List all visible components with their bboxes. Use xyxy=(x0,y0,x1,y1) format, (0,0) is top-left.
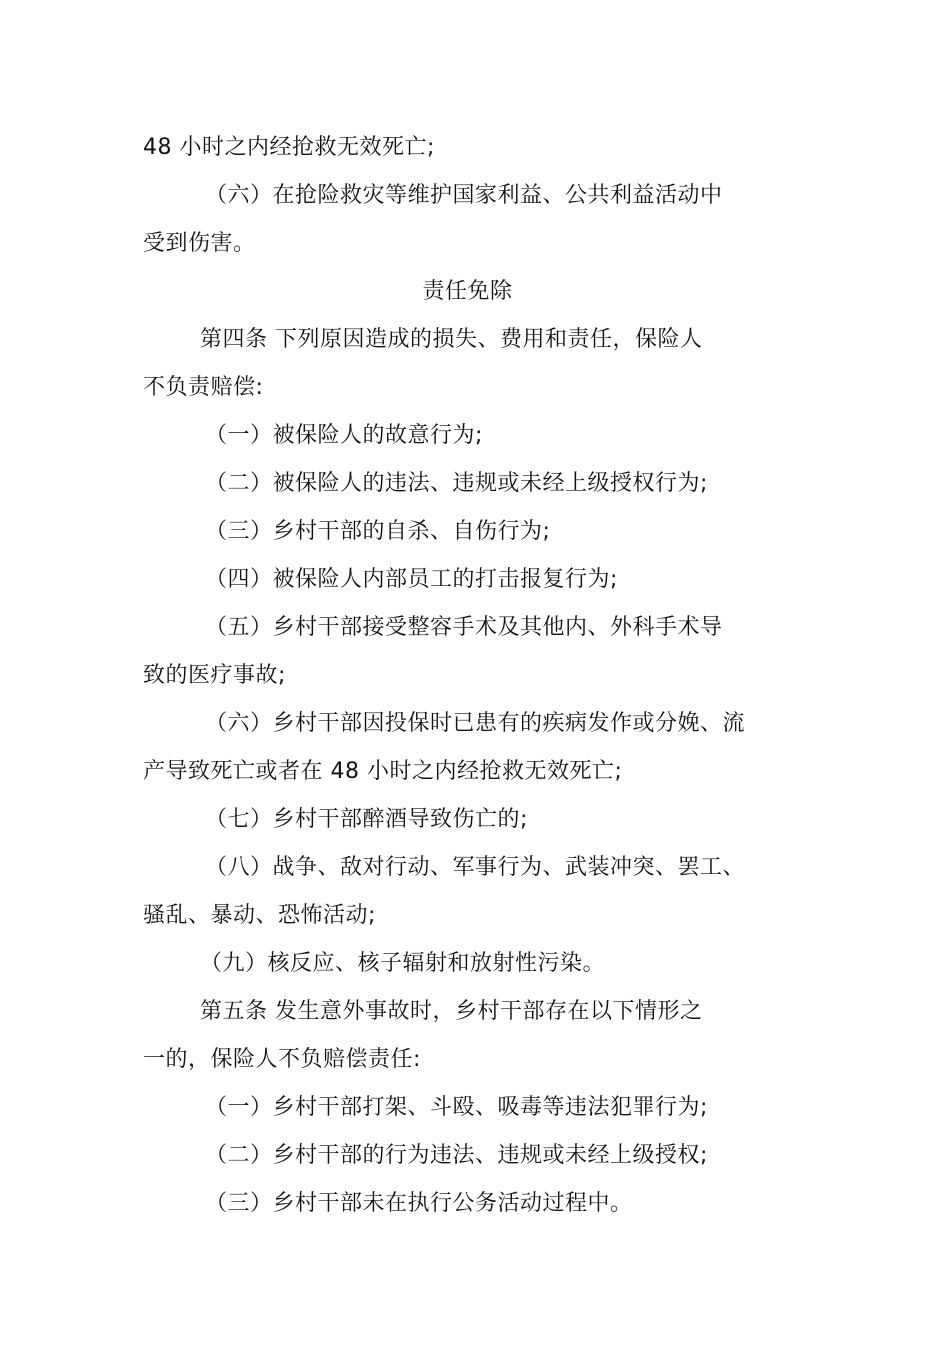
text-line: 骚乱、暴动、恐怖活动; xyxy=(143,903,376,928)
list-item: （六）乡村干部因投保时已患有的疾病发作或分娩、流 xyxy=(205,711,746,736)
text-line: 受到伤害。 xyxy=(143,231,256,256)
list-item: （七）乡村干部醉酒导致伤亡的; xyxy=(205,807,528,832)
section-heading: 责任免除 xyxy=(422,279,513,304)
list-item: （三）乡村干部的自杀、自伤行为; xyxy=(205,519,551,544)
text-line: 不负责赔偿: xyxy=(143,375,264,400)
list-item: （三）乡村干部未在执行公务活动过程中。 xyxy=(205,1191,633,1216)
article-heading: 第五条 发生意外事故时，乡村干部存在以下情形之 xyxy=(200,999,703,1024)
list-item: （一）被保险人的故意行为; xyxy=(205,423,483,448)
list-item: （八）战争、敌对行动、军事行为、武装冲突、罢工、 xyxy=(205,855,746,880)
list-item: （二）被保险人的违法、违规或未经上级授权行为; xyxy=(205,471,708,496)
text-line: 致的医疗事故; xyxy=(143,663,286,688)
text-line: 48 小时之内经抢救无效死亡; xyxy=(143,135,435,160)
list-item: （四）被保险人内部员工的打击报复行为; xyxy=(205,567,618,592)
list-item: （一）乡村干部打架、斗殴、吸毒等违法犯罪行为; xyxy=(205,1095,708,1120)
article-heading: 第四条 下列原因造成的损失、费用和责任，保险人 xyxy=(200,327,703,352)
list-item: （九）核反应、核子辐射和放射性污染。 xyxy=(200,951,606,976)
text-line: 一的，保险人不负赔偿责任: xyxy=(143,1047,421,1072)
list-item: （二）乡村干部的行为违法、违规或未经上级授权; xyxy=(205,1143,708,1168)
list-item: （五）乡村干部接受整容手术及其他内、外科手术导 xyxy=(205,615,723,640)
text-line: （六）在抢险救灾等维护国家利益、公共利益活动中 xyxy=(205,183,723,208)
text-line: 产导致死亡或者在 48 小时之内经抢救无效死亡; xyxy=(143,759,623,784)
